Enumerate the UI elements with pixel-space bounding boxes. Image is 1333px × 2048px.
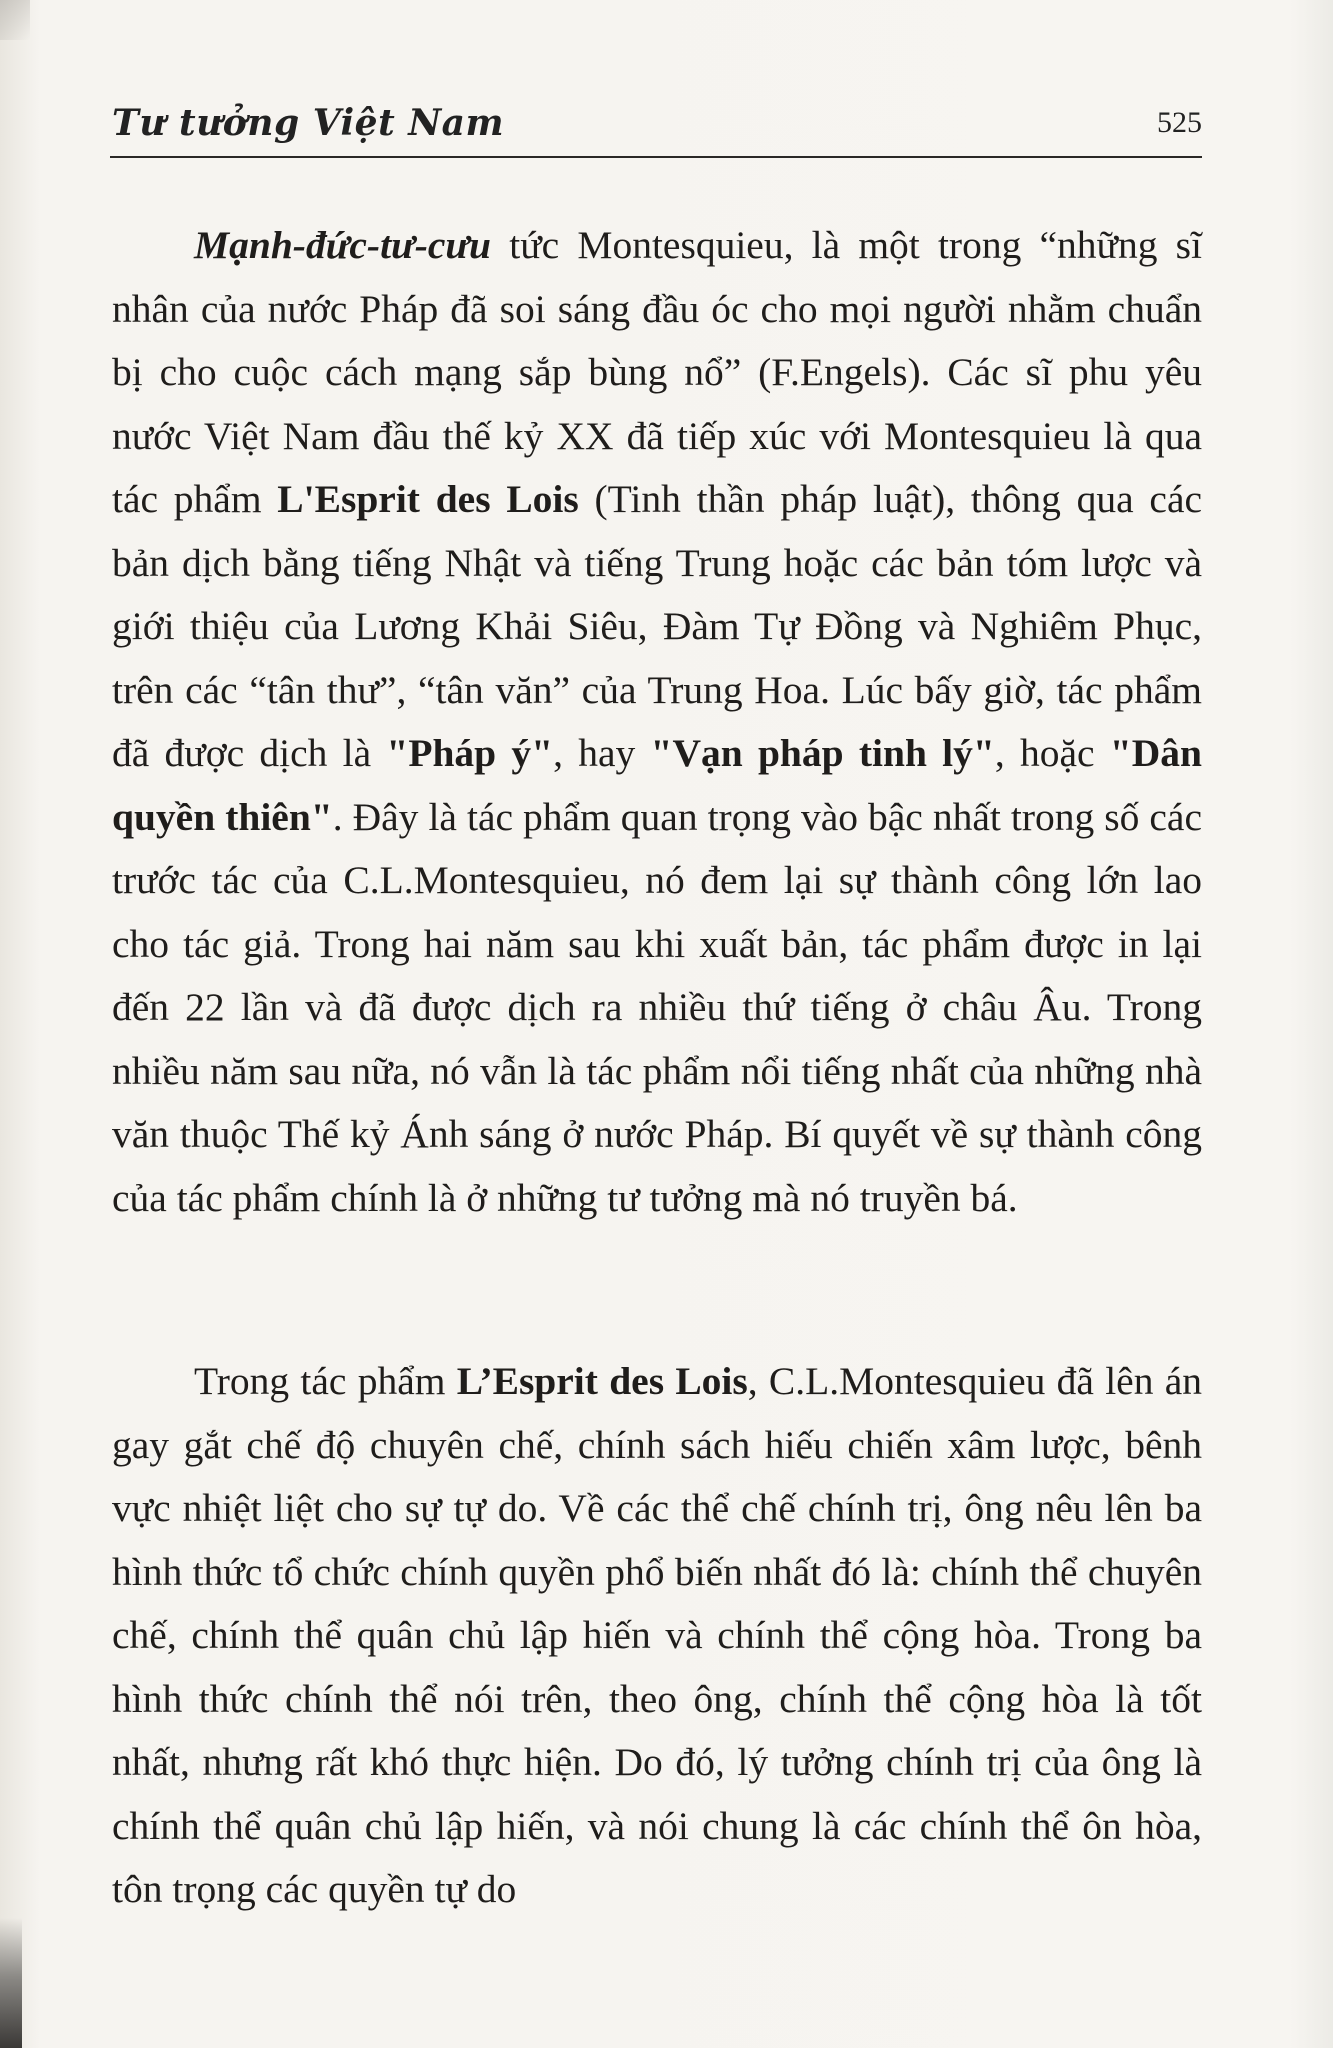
text-segment: , C.L.Montesquieu đã lên án gay gắt chế độ chuyên chế, chính sách hiếu chiến xâm lược, bênh vực nhiệt liệt cho sự tự do. Về các thể chế chính trị, ông nêu lên ba hình thức tổ chức chính quyền phổ biến nhất đó là: chính thể chuyên chế, chính thể quân chủ lập hiến và chính thể cộng hòa. Trong ba hình thức chính thể nói trên, theo ông, chính thể cộng hòa là tốt nhất, nhưng rất khó thực hiện. Do đó, lý tưởng chính trị của ông là chính thể quân chủ lập hiến, và nói chung là các chính thể ôn hòa, tôn trọng các quyền tự do xyxy=(112,1359,1202,1911)
binding-shadow xyxy=(0,1918,22,2048)
running-title: Tư tưởng Việt Nam xyxy=(112,102,505,144)
work-title: L'Esprit des Lois xyxy=(277,477,579,521)
paragraph-2 xyxy=(112,1350,1202,1922)
translated-title-1: "Pháp ý" xyxy=(386,731,554,775)
text-segment: Trong tác phẩm xyxy=(194,1359,457,1403)
header-rule xyxy=(110,156,1202,158)
running-header xyxy=(112,100,1202,155)
text-segment: . Đây là tác phẩm quan trọng vào bậc nhất trong số các trước tác của C.L.Montesquieu, nó đem lại sự thành công lớn lao cho tác giả. Trong hai năm sau khi xuất bản, tác phẩm được in lại đến 22 lần và đã được dịch ra nhiều thứ tiếng ở châu Âu. Trong nhiều năm sau nữa, nó vẫn là tác phẩm nổi tiếng nhất của những nhà văn thuộc Thế kỷ Ánh sáng ở nước Pháp. Bí quyết về sự thành công của tác phẩm chính là ở những tư tưởng mà nó truyền bá. xyxy=(112,794,1202,1220)
text-segment: , hoặc xyxy=(994,731,1110,775)
page-corner-shadow xyxy=(0,0,30,40)
lead-term: Mạnh-đức-tư-cưu xyxy=(194,223,492,267)
text-segment: tức Montesquieu, là một trong “những sĩ nhân của nước Pháp đã soi sáng đầu óc cho mọi người nhằm chuẩn bị cho cuộc cách mạng sắp bùng nổ” (F.Engels). Các sĩ phu yêu nước Việt Nam đầu thế kỷ XX đã tiếp xúc với Montesquieu là qua tác phẩm xyxy=(112,223,1202,521)
work-title: L’Esprit des Lois xyxy=(456,1359,748,1403)
translated-title-3: "Dân quyền thiên" xyxy=(112,731,1202,839)
translated-title-2: "Vạn pháp tinh lý" xyxy=(650,731,995,775)
paragraph-1 xyxy=(112,214,1202,1230)
page-number: 525 xyxy=(1157,106,1202,139)
text-segment: , hay xyxy=(553,731,651,775)
text-segment: (Tinh thần pháp luật), thông qua các bản dịch bằng tiếng Nhật và tiếng Trung hoặc các bản tóm lược và giới thiệu của Lương Khải Siêu, Đàm Tự Đồng và Nghiêm Phục, trên các “tân thư”, “tân văn” của Trung Hoa. Lúc bấy giờ, tác phẩm đã được dịch là xyxy=(112,477,1203,775)
